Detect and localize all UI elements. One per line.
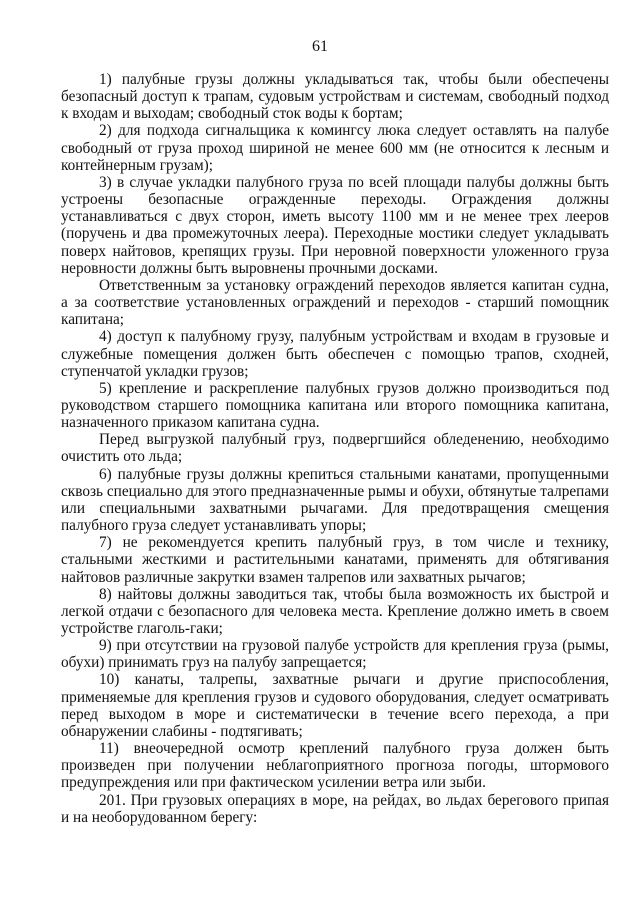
paragraph-item-11: 11) внеочередной осмотр креплений палубного груза должен быть произведен при получении неблагоприятного прогноза погоды, штормового предупреждения или при фактическом усилении ветра или зыби. [61,740,609,792]
paragraph-responsible: Ответственным за установку ограждений переходов является капитан судна, а за соответствие установленных ограждений и переходов - старший помощник капитана; [61,276,609,329]
paragraph-item-8: 8) найтовы должны заводиться так, чтобы была возможность их быстрой и легкой отдачи с безопасного для человека места. Крепление должно иметь в своем устройстве глаголь-гаки; [61,585,609,637]
paragraph-item-10: 10) канаты, талрепы, захватные рычаги и другие приспособления, применяемые для крепления грузов и судового оборудования, следует осматривать перед выходом в море и систематически в течение всего перехода, а при обнаружении слабины - подтягивать; [61,671,609,740]
paragraph-item-4: 4) доступ к палубному грузу, палубным устройствам и входам в грузовые и служебные помещения должен быть обеспечен с помощью трапов, сходней, ступенчатой укладки грузов; [61,328,609,380]
paragraph-ice-removal: Перед выгрузкой палубный груз, подвергшийся обледенению, необходимо очистить ото льда; [61,431,609,466]
paragraph-item-2: 2) для подхода сигнальщика к комингсу люка следует оставлять на палубе свободный от груза проход шириной не менее 600 мм (не относится к лесным и контейнерным грузам); [61,122,609,174]
page-number: 61 [312,38,328,55]
paragraph-item-5: 5) крепление и раскрепление палубных грузов должно производиться под руководством старшего помощника капитана или второго помощника капитана, назначенного приказом капитана судна. [61,379,609,432]
paragraph-item-1: 1) палубные грузы должны укладываться так, чтобы были обеспечены безопасный доступ к трапам, судовым устройствам и системам, свободный подход к входам и выходам; свободный сток воды к бортам; [61,71,609,123]
paragraph-item-3: 3) в случае укладки палубного груза по всей площади палубы должны быть устроены безопасные огражденные переходы. Ограждения должны устанавливаться с двух сторон, иметь высоту 1100 мм и не менее трех лееров (поручень и два промежуточных леера). Переходные мостики следует укладывать поверх найтовов, крепящих грузы. При неровной поверхности уложенного груза неровности должны быть выровнены прочными досками. [61,173,609,277]
paragraph-item-9: 9) при отсутствии на грузовой палубе устройств для крепления груза (рымы, обухи) принимать груз на палубу запрещается; [61,637,609,672]
paragraph-section-201: 201. При грузовых операциях в море, на рейдах, во льдах берегового припая и на необорудованном берегу: [61,791,609,826]
paragraph-item-7: 7) не рекомендуется крепить палубный груз, в том числе и технику, стальными жесткими и растительными канатами, применять для обтягивания найтовов различные закрутки взамен талрепов или захватных рычагов; [61,534,609,586]
paragraph-item-6: 6) палубные грузы должны крепиться стальными канатами, пропущенными сквозь специально для этого предназначенные рымы и обухи, обтянутые талрепами или специальными захватными рычагами. Для предотвращения смещения палубного груза следует устанавливать упоры; [61,465,609,535]
document-body [61,71,609,826]
